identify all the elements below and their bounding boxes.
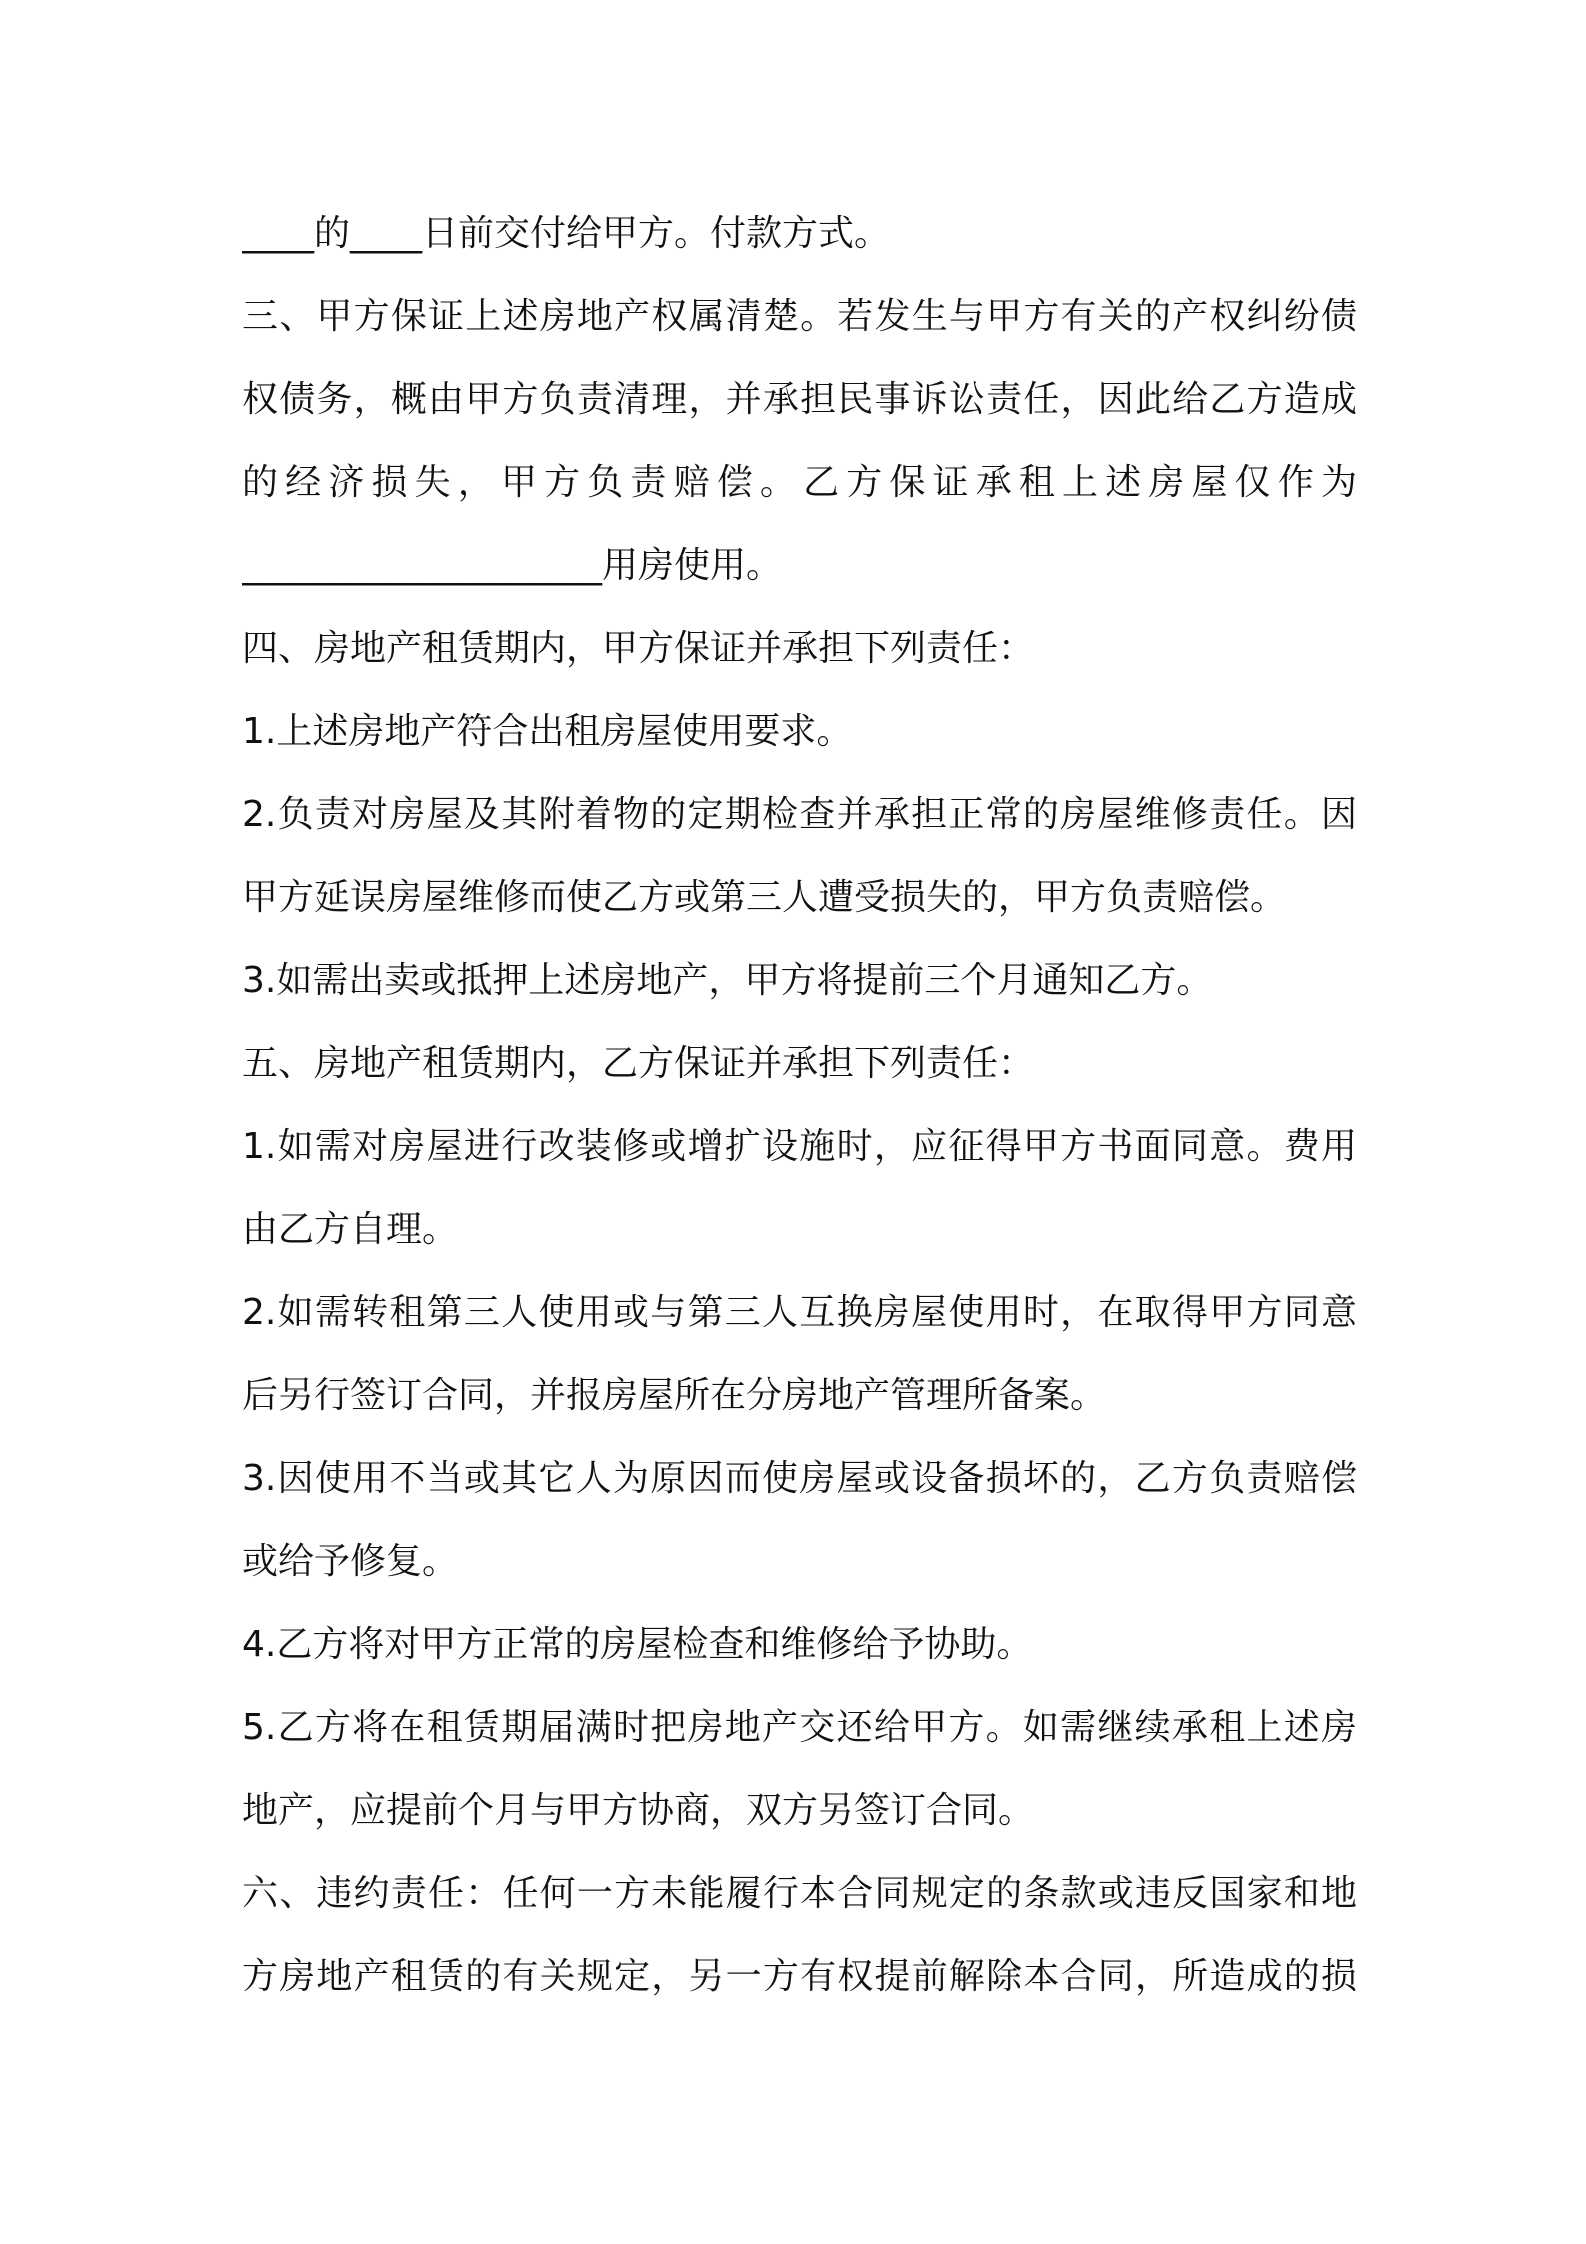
text-line: 甲方延误房屋维修而使乙方或第三人遭受损失的，甲方负责赔偿。 bbox=[242, 877, 1287, 918]
text-line: 地产，应提前个月与甲方协商，双方另签订合同。 bbox=[242, 1790, 1035, 1831]
text-line: ____________________用房使用。 bbox=[242, 545, 783, 586]
text-line: 3.如需出卖或抵押上述房地产，甲方将提前三个月通知乙方。 bbox=[242, 960, 1213, 1001]
text-line: 或给予修复。 bbox=[242, 1541, 459, 1582]
text-line: 六、违约责任：任何一方未能履行本合同规定的条款或违反国家和地 bbox=[242, 1873, 1357, 1914]
text-line: 1.上述房地产符合出租房屋使用要求。 bbox=[242, 711, 853, 752]
text-line: 权债务，概由甲方负责清理，并承担民事诉讼责任，因此给乙方造成 bbox=[242, 379, 1357, 420]
text-line: 四、房地产租赁期内，甲方保证并承担下列责任： bbox=[242, 628, 1035, 669]
text-line: ____的____日前交付给甲方。付款方式。 bbox=[242, 213, 891, 254]
text-line: 1.如需对房屋进行改装修或增扩设施时，应征得甲方书面同意。费用 bbox=[242, 1126, 1357, 1167]
text-line: 2.如需转租第三人使用或与第三人互换房屋使用时，在取得甲方同意 bbox=[242, 1292, 1357, 1333]
text-line: 五、房地产租赁期内，乙方保证并承担下列责任： bbox=[242, 1043, 1035, 1084]
text-line: 的经济损失，甲方负责赔偿。乙方保证承租上述房屋仅作为 bbox=[242, 462, 1357, 503]
text-line: 后另行签订合同，并报房屋所在分房地产管理所备案。 bbox=[242, 1375, 1107, 1416]
text-line: 4.乙方将对甲方正常的房屋检查和维修给予协助。 bbox=[242, 1624, 1033, 1665]
text-line: 5.乙方将在租赁期届满时把房地产交还给甲方。如需继续承租上述房 bbox=[242, 1707, 1357, 1748]
text-line: 2.负责对房屋及其附着物的定期检查并承担正常的房屋维修责任。因 bbox=[242, 794, 1357, 835]
text-line: 三、甲方保证上述房地产权属清楚。若发生与甲方有关的产权纠纷债 bbox=[242, 296, 1357, 337]
text-line: 3.因使用不当或其它人为原因而使房屋或设备损坏的，乙方负责赔偿 bbox=[242, 1458, 1357, 1499]
text-line: 方房地产租赁的有关规定，另一方有权提前解除本合同，所造成的损 bbox=[242, 1956, 1357, 1997]
contract-text bbox=[242, 192, 1357, 2018]
text-line: 由乙方自理。 bbox=[242, 1209, 459, 1250]
